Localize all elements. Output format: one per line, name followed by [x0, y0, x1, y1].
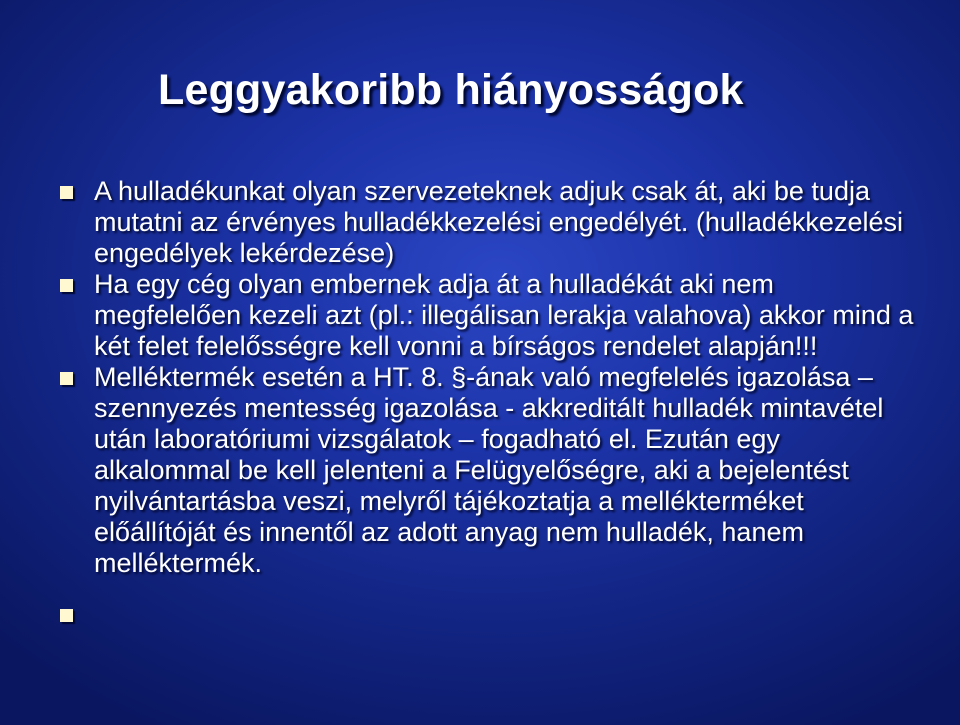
bullet-item	[58, 362, 918, 579]
square-bullet-icon	[60, 186, 73, 199]
slide-title: Leggyakoribb hiányosságok	[158, 66, 744, 114]
square-bullet-icon	[60, 609, 73, 622]
bullet-item	[58, 269, 918, 362]
bullet-list	[58, 176, 918, 630]
bullet-text: Ha egy cég olyan embernek adja át a hulladékát aki nem megfelelően kezeli azt (pl.: illegálisan lerakja valahova) akkor mind a két felet felelősségre kell vonni a bírságos rendelet alapján!!!	[94, 269, 914, 361]
bullet-item-empty	[58, 599, 918, 630]
square-bullet-icon	[60, 279, 73, 292]
square-bullet-icon	[60, 372, 73, 385]
bullet-text: Melléktermék esetén a HT. 8. §-ának való megfelelés igazolása – szennyezés mentesség igazolása - akkreditált hulladék mintavétel után laboratóriumi vizsgálatok – fogadható el. Ezután egy alkalommal be kell jelenteni a Felügyelőségre, aki a bejelentést nyilvántartásba veszi, melyről tájékoztatja a mellékterméket előállítóját és innentől az adott anyag nem hulladék, hanem melléktermék.	[94, 362, 884, 578]
bullet-text: A hulladékunkat olyan szervezeteknek adjuk csak át, aki be tudja mutatni az érvényes hulladékkezelési engedélyét. (hulladékkezelési engedélyek lekérdezése)	[94, 176, 903, 268]
bullet-item	[58, 176, 918, 269]
